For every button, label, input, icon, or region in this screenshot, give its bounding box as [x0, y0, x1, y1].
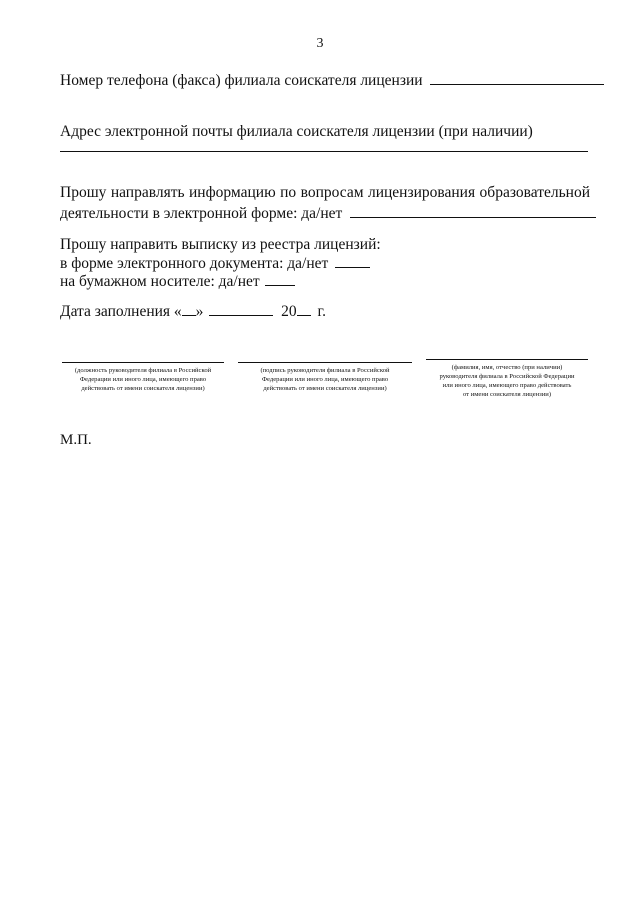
signature-caption-line: руководителя филиала в Российской Федерации — [439, 373, 575, 380]
signature-caption-line: (фамилия, имя, отчество (при наличии) — [451, 364, 563, 371]
signature-caption-line: от имени соискателя лицензии) — [462, 391, 552, 398]
extract-heading: Прошу направить выписку из реестра лицензий: — [60, 236, 381, 253]
email-field-row — [60, 122, 533, 142]
date-day-blank[interactable] — [182, 301, 196, 316]
signature-block-position[interactable] — [62, 362, 224, 393]
signature-caption-line: (должность руководителя филиала в Российской — [74, 367, 212, 374]
email-field-label: Адрес электронной почты филиала соискателя лицензии (при наличии) — [60, 123, 533, 140]
signature-block-signature[interactable] — [238, 362, 412, 393]
date-day-close: » — [195, 303, 204, 320]
phone-field-row — [60, 70, 604, 91]
email-field-blank[interactable] — [60, 151, 588, 152]
signature-caption-line: (подпись руководителя филиала в Российской — [260, 367, 390, 374]
extract-paper-row — [60, 271, 295, 292]
date-year-blank[interactable] — [297, 301, 311, 316]
signature-block-full-name[interactable] — [426, 359, 588, 399]
electronic-info-line1: Прошу направлять информацию по вопросам лицензирования образовательной — [60, 184, 590, 201]
stamp-label: М.П. — [60, 432, 92, 448]
phone-field-blank[interactable] — [430, 70, 604, 85]
extract-electronic-blank[interactable] — [335, 253, 370, 268]
date-year-prefix: 20 — [281, 303, 297, 320]
electronic-info-line2: деятельности в электронной форме: да/нет — [60, 205, 343, 222]
phone-field-label: Номер телефона (факса) филиала соискателя лицензии — [60, 72, 423, 89]
date-field-label: Дата заполнения « — [60, 303, 182, 320]
date-year-suffix: г. — [317, 303, 327, 320]
date-month-blank[interactable] — [209, 301, 273, 316]
signature-caption-line: действовать от имени соискателя лицензии) — [263, 385, 387, 392]
signature-caption-line: или иного лица, имеющего право действовать — [442, 382, 572, 389]
signature-caption-line: действовать от имени соискателя лицензии) — [81, 385, 205, 392]
electronic-info-blank[interactable] — [350, 203, 596, 218]
page-number: 3 — [316, 36, 324, 51]
extract-paper-blank[interactable] — [265, 271, 295, 286]
signature-caption-line: Федерации или иного лица, имеющего право — [79, 376, 207, 383]
extract-paper-label: на бумажном носителе: да/нет — [60, 273, 260, 290]
signature-caption-line: Федерации или иного лица, имеющего право — [261, 376, 389, 383]
date-field-row — [60, 301, 326, 322]
electronic-info-row — [60, 203, 596, 224]
extract-electronic-label: в форме электронного документа: да/нет — [60, 255, 329, 272]
